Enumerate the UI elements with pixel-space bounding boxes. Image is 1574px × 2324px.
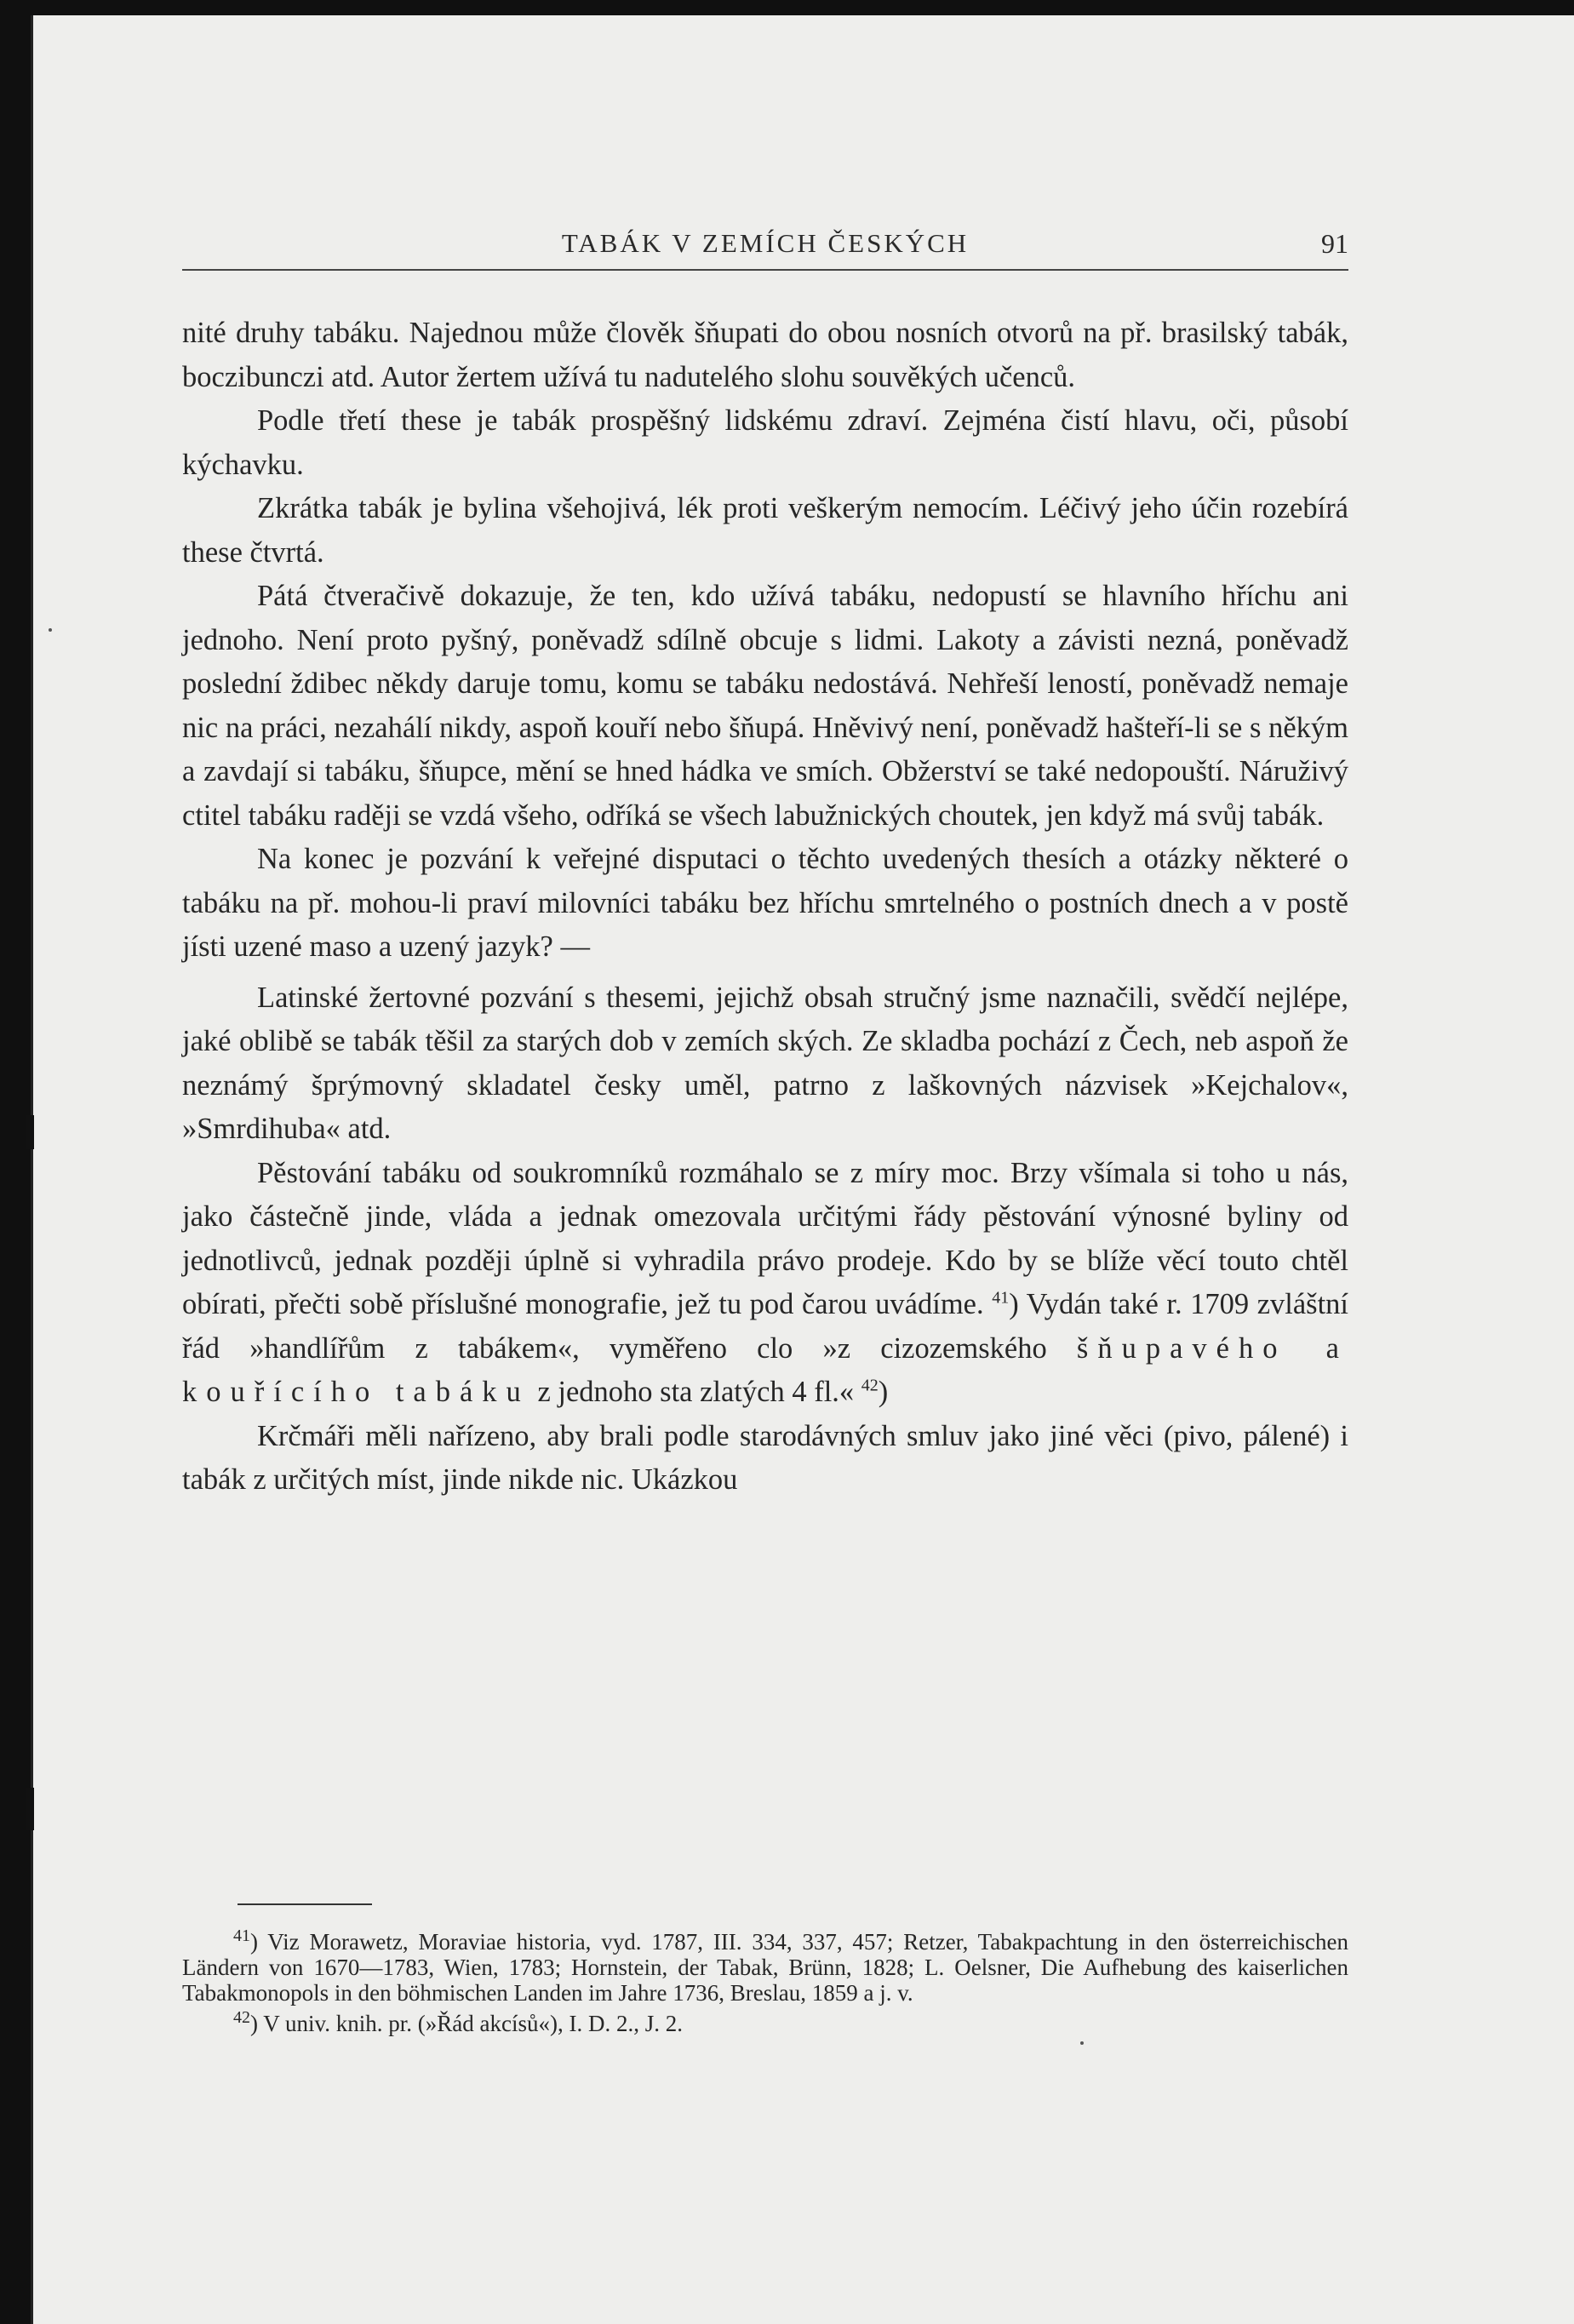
- footnote-ref: 41: [992, 1288, 1010, 1308]
- footnote-mark: 41: [233, 1926, 250, 1945]
- binding-edge-mark: [26, 1788, 34, 1830]
- page-header: [182, 218, 1348, 271]
- footnote: [182, 2008, 1348, 2036]
- footnote-ref: 42: [861, 1376, 879, 1395]
- footnote-mark: 42: [233, 2008, 250, 2027]
- paragraph-text: Pěstování tabáku od soukromníků rozmáhalo se z míry moc. Brzy všímala si toho u nás, jako částečně jinde, vláda a jednak omezovala určitými řády pěstování výnosné byliny od jednotlivců, jednak později úplně si vyhradila právo prodeje. Kdo by se blíže věcí touto chtěl obírati, přečti sobě příslušné monografie, jež tu pod čarou uvádíme.: [182, 1156, 1348, 1320]
- paragraph-text: ): [878, 1376, 889, 1408]
- paragraph-text: ) Vydán také r. 1709 zvláštní řád »handlířům z tabákem«, vyměřeno clo »z cizozemského: [182, 1288, 1349, 1365]
- paragraph: Zkrátka tabák je bylina všehojivá, lék proti veškerým nemocím. Léčivý jeho účin rozebírá these čtvrtá.: [182, 492, 1348, 569]
- paragraph: nité druhy tabáku. Najednou může člověk šňupati do obou nosních otvorů na př. brasilský tabák, boczibunczi atd. Autor žertem užívá tu nadutelého slohu souvěkých učenců.: [182, 317, 1348, 393]
- binding-edge-mark: [26, 1115, 34, 1149]
- scan-speck: [1080, 2041, 1084, 2045]
- footnote-text: ) V univ. knih. pr. (»Řád akcísů«), I. D. 2., J. 2.: [250, 2011, 683, 2036]
- footnote: [182, 1926, 1348, 2006]
- footnotes: [182, 1926, 1348, 2041]
- paragraph: Pátá čtveračivě dokazuje, že ten, kdo užívá tabáku, nedopustí se hlavního hříchu ani jednoho. Není proto pyšný, poněvadž sdílně obcuje s lidmi. Lakoty a závisti nezná, poněvadž poslední ždibec někdy daruje tomu, komu se tabáku nedostává. Nehřeší leností, poněvadž nemaje nic na práci, nezahálí nikdy, aspoň kouří nebo šňupá. Hněvivý není, poněvadž hašteří-li se s někým a zavdají si tabáku, šňupce, mění se hned hádka ve smích. Obžerství se také nedopouští. Náruživý ctitel tabáku raději se vzdá všeho, odříká se všech labužnických choutek, jen když má svůj tabák.: [182, 580, 1348, 832]
- paragraph: Podle třetí these je tabák prospěšný lidskému zdraví. Zejména čistí hlavu, oči, působí kýchavku.: [182, 404, 1348, 481]
- paragraph: Na konec je pozvání k veřejné disputaci o těchto uvedených thesích a otázky některé o tabáku na př. mohou-li praví milovníci tabáku bez hříchu smrtelného o postních dnech a v postě jísti uzené maso a uzený jazyk? —: [182, 843, 1348, 963]
- page-number: 91: [1321, 228, 1348, 259]
- paragraph-tobacco-cultivation: [182, 1152, 1348, 1415]
- running-title: TABÁK V ZEMÍCH ČESKÝCH: [561, 228, 970, 258]
- body-text: [182, 312, 1348, 1503]
- paragraph: Latinské žertovné pozvání s thesemi, jejichž obsah stručný jsme naznačili, svědčí nejlépe, jaké oblibě se tabák těšil za starých dob v zemích ských. Ze skladba pochází z Čech, neb aspoň že neznámý šprýmovný skladatel česky uměl, patrno z laškovných názvisek »Kejchalov«, »Smrdihuba« atd.: [182, 981, 1348, 1145]
- footnote-rule: [238, 1903, 372, 1905]
- scan-speck: [49, 628, 52, 632]
- footnote-text: ) Viz Morawetz, Moraviae historia, vyd. 1787, III. 334, 337, 457; Retzer, Tabakpachtung in den österreichischen Ländern von 1670—1783, Wien, 1783; Hornstein, der Tabak, Brünn, 1828; L. Oelsner, Die Aufhebung des kaiserlichen Tabakmonopols in den böhmischen Landen im Jahre 1736, Breslau, 1859 a j. v.: [182, 1929, 1348, 2006]
- spaced-emphasis: šňupavého a kouřícího tabáku: [182, 1331, 1348, 1408]
- paragraph: Krčmáři měli nařízeno, aby brali podle starodávných smluv jako jiné věci (pivo, pálené) i tabák z určitých míst, jinde nikde nic. Ukázkou: [182, 1419, 1348, 1496]
- book-page: [31, 15, 1574, 2324]
- paragraph-text: z jednoho sta zlatých 4 fl.«: [537, 1376, 855, 1408]
